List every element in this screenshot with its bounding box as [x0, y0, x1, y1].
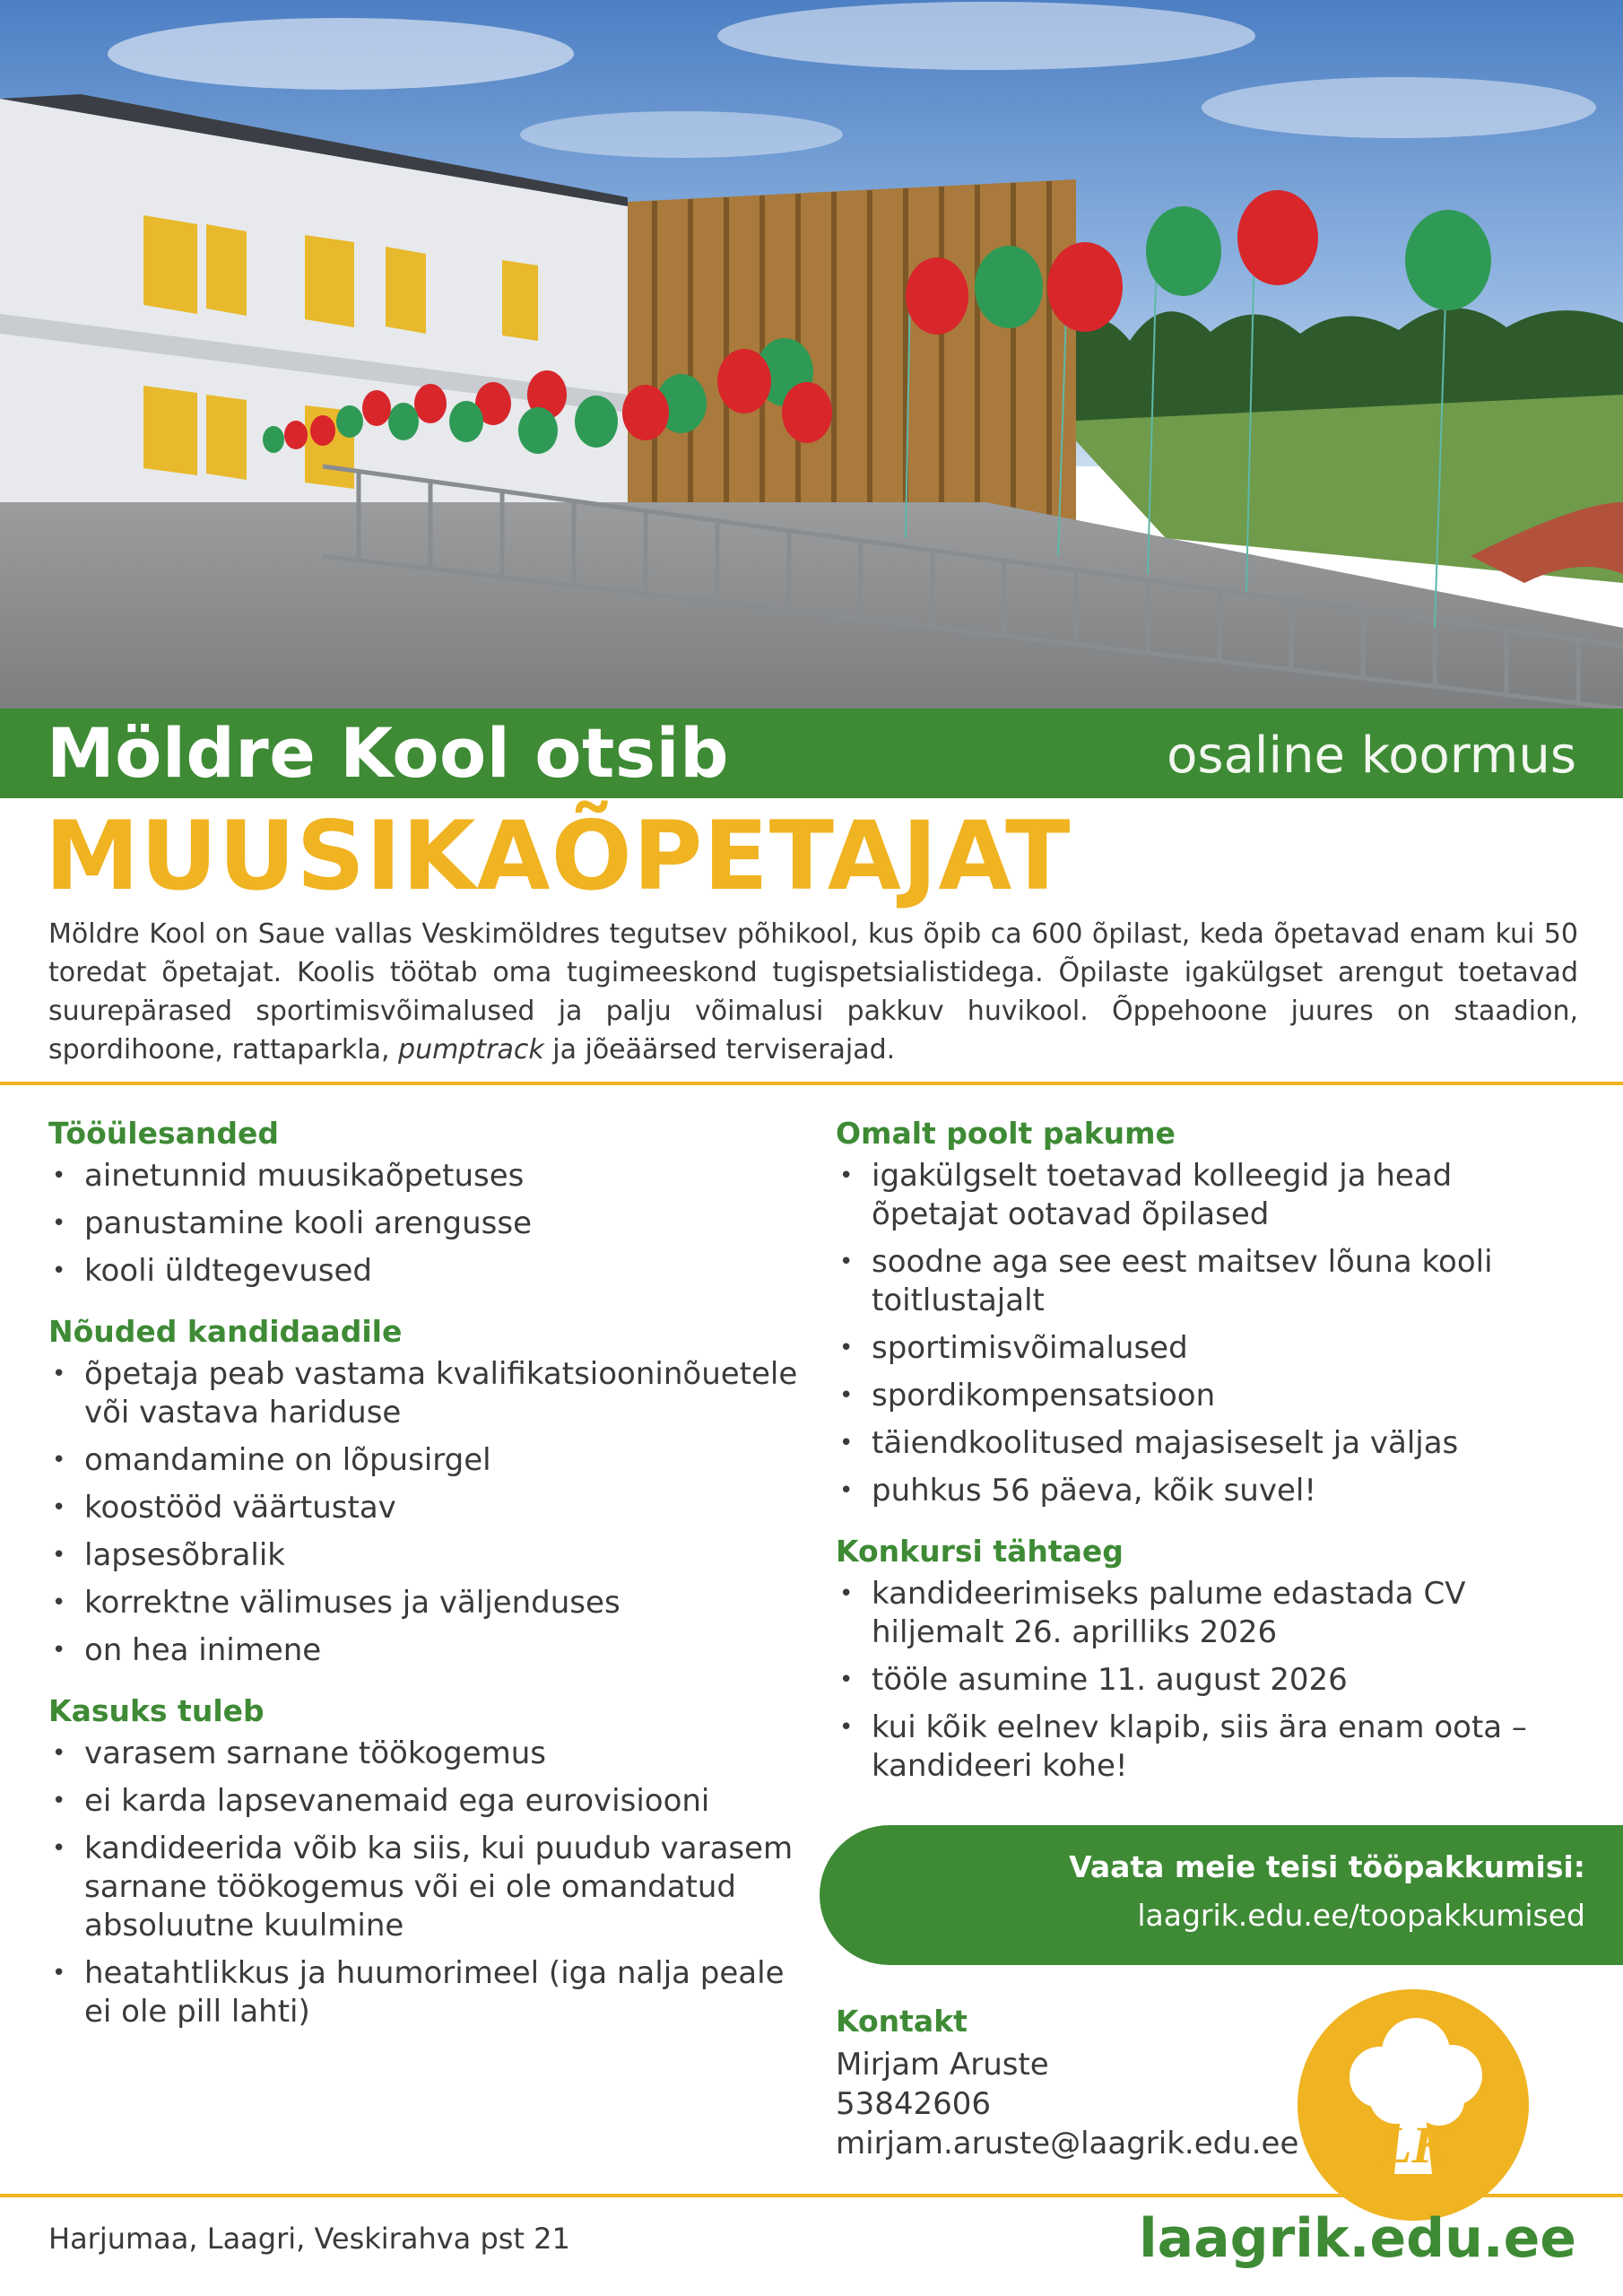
title-band: [0, 709, 1623, 798]
intro-emphasis: pumptrack: [398, 1034, 544, 1065]
list-item: • sportimisvõimalused: [836, 1329, 1535, 1368]
school-title: Möldre Kool otsib: [47, 713, 730, 793]
left-column: [48, 1114, 802, 2053]
list-item: • soodne aga see eest maitsev lõuna kooli toitlustajalt: [836, 1243, 1535, 1320]
divider-bottom: [0, 2194, 1623, 2197]
list-item: • heatahtlikkus ja huumorimeel (iga nalja peale ei ole pill lahti): [48, 1954, 802, 2031]
list-item: • koostööd väärtustav: [48, 1489, 802, 1527]
list-item: • tööle asumine 11. august 2026: [836, 1661, 1535, 1700]
tree-lk-logo-icon: [1298, 1989, 1529, 2221]
address: Harjumaa, Laagri, Veskirahva pst 21: [48, 2222, 570, 2256]
list-item: • panustamine kooli arengusse: [48, 1205, 802, 1243]
list-item: • kui kõik eelnev klapib, siis ära enam oota – kandideeri kohe!: [836, 1709, 1535, 1786]
contact-email[interactable]: mirjam.aruste@laagrik.edu.ee: [836, 2126, 1299, 2161]
school-building-photo: [0, 0, 1623, 709]
other-jobs-heading: Vaata meie teisi tööpakkumisi:: [1069, 1849, 1585, 1884]
workload-label: osaline koormus: [1167, 726, 1576, 785]
list-item: • varasem sarnane töökogemus: [48, 1735, 802, 1773]
offer-list: [836, 1157, 1535, 1510]
contact-heading: Kontakt: [836, 2004, 968, 2039]
right-column: [836, 1114, 1535, 1807]
list-item: • kandideerimiseks palume edastada CV hiljemalt 26. aprilliks 2026: [836, 1575, 1535, 1652]
list-item: • spordikompensatsioon: [836, 1377, 1535, 1415]
contact-block: [836, 2002, 1298, 2163]
hero-photo: [0, 0, 1623, 709]
intro-text-start: Möldre Kool on Saue vallas Veskimöldres tegutsev põhikool, kus õpib ca 600 õpilast, keda õpetavad enam kui 50 toredat õpetajat. Koolis töötab oma tugimeeskond tugispetsialistidega. Õpilaste igakülgset arengut toetavad suurepärased sportimisvõimalused ja palju võimalusi pakkuv huvikool. Õppehoone juures on staadion, spordihoone, rattaparkla,: [48, 918, 1578, 1065]
tasks-list: [48, 1157, 802, 1291]
list-item: • ainetunnid muusikaõpetuses: [48, 1157, 802, 1196]
divider-top: [0, 1082, 1623, 1085]
requirements-list: [48, 1355, 802, 1670]
list-item: • täiendkoolitused majasiseselt ja väljas: [836, 1424, 1535, 1463]
offer-heading: Omalt poolt pakume: [836, 1116, 1176, 1151]
logo-monogram: LK: [1379, 2116, 1447, 2174]
list-item: • igakülgselt toetavad kolleegid ja head õpetajat ootavad õpilased: [836, 1157, 1535, 1234]
intro-paragraph: [48, 915, 1578, 1069]
list-item: • lapsesõbralik: [48, 1536, 802, 1575]
role-title: MUUSIKAÕPETAJAT: [45, 801, 1072, 911]
wooden-facade: [628, 179, 1076, 538]
other-jobs-banner[interactable]: [820, 1825, 1623, 1965]
list-item: • puhkus 56 päeva, kõik suvel!: [836, 1472, 1535, 1510]
contact-name: Mirjam Aruste: [836, 2047, 1049, 2083]
intro-text-end: ja jõeäärsed terviserajad.: [543, 1034, 896, 1065]
advantages-list: [48, 1735, 802, 2031]
list-item: • on hea inimene: [48, 1631, 802, 1670]
tasks-heading: Tööülesanded: [48, 1116, 279, 1151]
advantages-heading: Kasuks tuleb: [48, 1693, 265, 1728]
website-link[interactable]: laagrik.edu.ee: [1139, 2207, 1576, 2270]
list-item: • kooli üldtegevused: [48, 1252, 802, 1291]
list-item: • korrektne välimuses ja väljenduses: [48, 1584, 802, 1622]
list-item: • ei karda lapsevanemaid ega eurovisiooni: [48, 1782, 802, 1821]
other-jobs-link[interactable]: laagrik.edu.ee/toopakkumised: [1137, 1898, 1585, 1933]
contact-phone[interactable]: 53842606: [836, 2086, 992, 2122]
list-item: • kandideerida võib ka siis, kui puudub varasem sarnane töökogemus või ei ole omandatud absoluutne kuulmine: [48, 1830, 802, 1945]
requirements-heading: Nõuded kandidaadile: [48, 1314, 403, 1349]
deadline-heading: Konkursi tähtaeg: [836, 1534, 1124, 1569]
deadline-list: [836, 1575, 1535, 1786]
list-item: • õpetaja peab vastama kvalifikatsiooninõuetele või vastava hariduse: [48, 1355, 802, 1432]
list-item: • omandamine on lõpusirgel: [48, 1441, 802, 1480]
